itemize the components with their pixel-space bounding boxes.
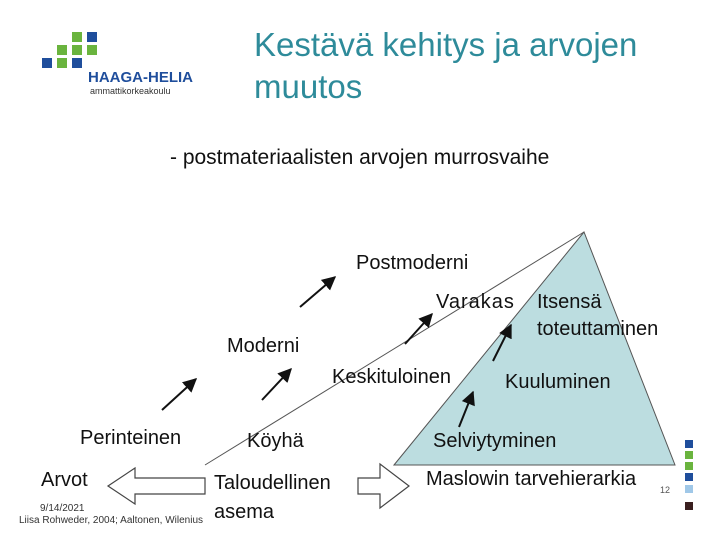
label-postmoderni: Postmoderni: [356, 252, 469, 274]
label-arvot: Arvot: [41, 469, 88, 491]
footer-date: 9/14/2021: [40, 503, 85, 514]
label-itsensa-line2: toteuttaminen: [537, 318, 659, 340]
slide-number: 12: [660, 485, 671, 495]
decorative-squares: [683, 440, 695, 516]
block-arrow-talous: [358, 464, 409, 508]
label-taloudellinen-line2: asema: [214, 501, 275, 523]
page-subtitle: - postmateriaalisten arvojen murrosvaihe: [170, 146, 550, 169]
arrow-perinteinen-moderni: [162, 379, 196, 410]
logo-sub: ammattikorkeakoulu: [90, 86, 171, 96]
logo-brand: HAAGA-HELIA: [88, 69, 193, 86]
label-itsensa-line1: Itsensä: [537, 291, 602, 313]
arrow-koyha-keskituloinen: [262, 369, 291, 400]
label-koyha: Köyhä: [247, 430, 304, 452]
footer-source: Liisa Rohweder, 2004; Aaltonen, Wilenius: [19, 515, 204, 526]
label-kuuluminen: Kuuluminen: [505, 371, 611, 393]
label-selviytyminen: Selviytyminen: [433, 430, 557, 452]
label-perinteinen: Perinteinen: [80, 427, 182, 449]
label-keskituloinen: Keskituloinen: [332, 366, 451, 388]
label-varakas: Varakas: [436, 291, 515, 313]
label-taloudellinen-line1: Taloudellinen: [214, 472, 331, 494]
arrow-keskituloinen-varakas: [405, 314, 432, 344]
label-moderni: Moderni: [227, 335, 300, 357]
block-arrow-arvot: [108, 468, 205, 504]
label-maslow: Maslowin tarvehierarkia: [426, 468, 637, 490]
arrow-moderni-postmoderni: [300, 277, 335, 307]
page-title: Kestävä kehitys ja arvojen muutos: [254, 26, 638, 105]
